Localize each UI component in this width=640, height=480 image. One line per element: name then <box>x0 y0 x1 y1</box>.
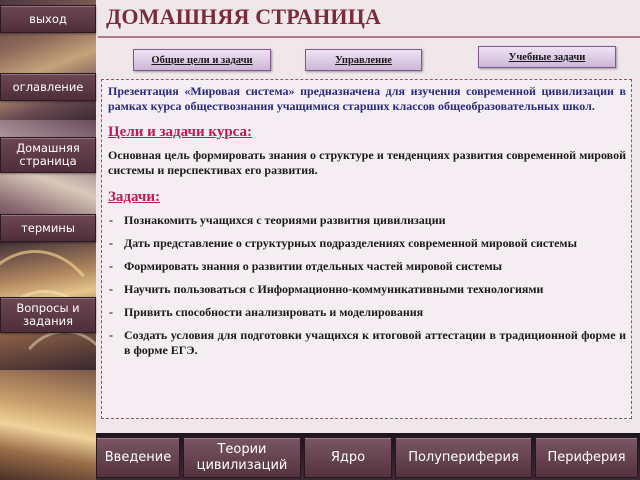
list-item <box>108 328 626 358</box>
dash-bullet-icon: - <box>109 282 113 296</box>
task-text: Познакомить учащихся с теориями развития цивилизации <box>124 213 446 227</box>
table-of-contents-button[interactable]: оглавление <box>0 73 96 101</box>
main-goal-text: Основная цель формировать знания о структуре и тенденциях развития современной мировой системы и перспективах его развития. <box>108 148 626 177</box>
tasks-heading: Задачи: <box>108 189 161 205</box>
civilization-theories-button[interactable]: Теории цивилизаций <box>183 437 301 478</box>
task-text: Формировать знания о развитии отдельных частей мировой системы <box>124 259 503 273</box>
terms-button[interactable]: термины <box>0 214 96 242</box>
dash-bullet-icon: - <box>109 305 113 319</box>
list-item <box>108 259 626 274</box>
core-button[interactable]: Ядро <box>304 437 392 478</box>
list-item <box>108 305 626 320</box>
task-text: Создать условия для подготовки учащихся к итоговой аттестации в традиционной форме и в форме ЕГЭ. <box>124 328 626 357</box>
tab-management[interactable]: Управление <box>305 49 422 71</box>
content-panel <box>101 79 632 419</box>
dash-bullet-icon: - <box>109 328 113 342</box>
questions-tasks-button[interactable]: Вопросы и задания <box>0 297 96 333</box>
list-item <box>108 236 626 251</box>
goals-heading: Цели и задачи курса: <box>108 124 253 140</box>
periphery-button[interactable]: Периферия <box>535 437 638 478</box>
tab-general-goals[interactable]: Общие цели и задачи <box>133 49 271 71</box>
dash-bullet-icon: - <box>109 236 113 250</box>
exit-button[interactable]: выход <box>0 5 96 33</box>
task-text: Привить способности анализировать и моделирования <box>124 305 424 319</box>
semi-periphery-button[interactable]: Полупериферия <box>395 437 532 478</box>
list-item <box>108 213 626 228</box>
home-page-button[interactable]: Домашняя страница <box>0 137 96 173</box>
page-title: ДОМАШНЯЯ СТРАНИЦА <box>106 4 382 29</box>
task-text: Научить пользоваться с Информационно-коммуникативными технологиями <box>124 282 544 296</box>
dash-bullet-icon: - <box>109 213 113 227</box>
title-divider <box>98 36 640 38</box>
tab-study-tasks[interactable]: Учебные задачи <box>478 46 616 68</box>
introduction-button[interactable]: Введение <box>96 437 180 478</box>
task-text: Дать представление о структурных подразделениях современной мировой системы <box>124 236 577 250</box>
dash-bullet-icon: - <box>109 259 113 273</box>
tasks-list <box>108 213 626 358</box>
list-item <box>108 282 626 297</box>
intro-text: Презентация «Мировая система» предназначена для изучения современной цивилизации в рамках курса обществознания учащимися старших классов общеобразовательных школ. <box>108 84 626 113</box>
